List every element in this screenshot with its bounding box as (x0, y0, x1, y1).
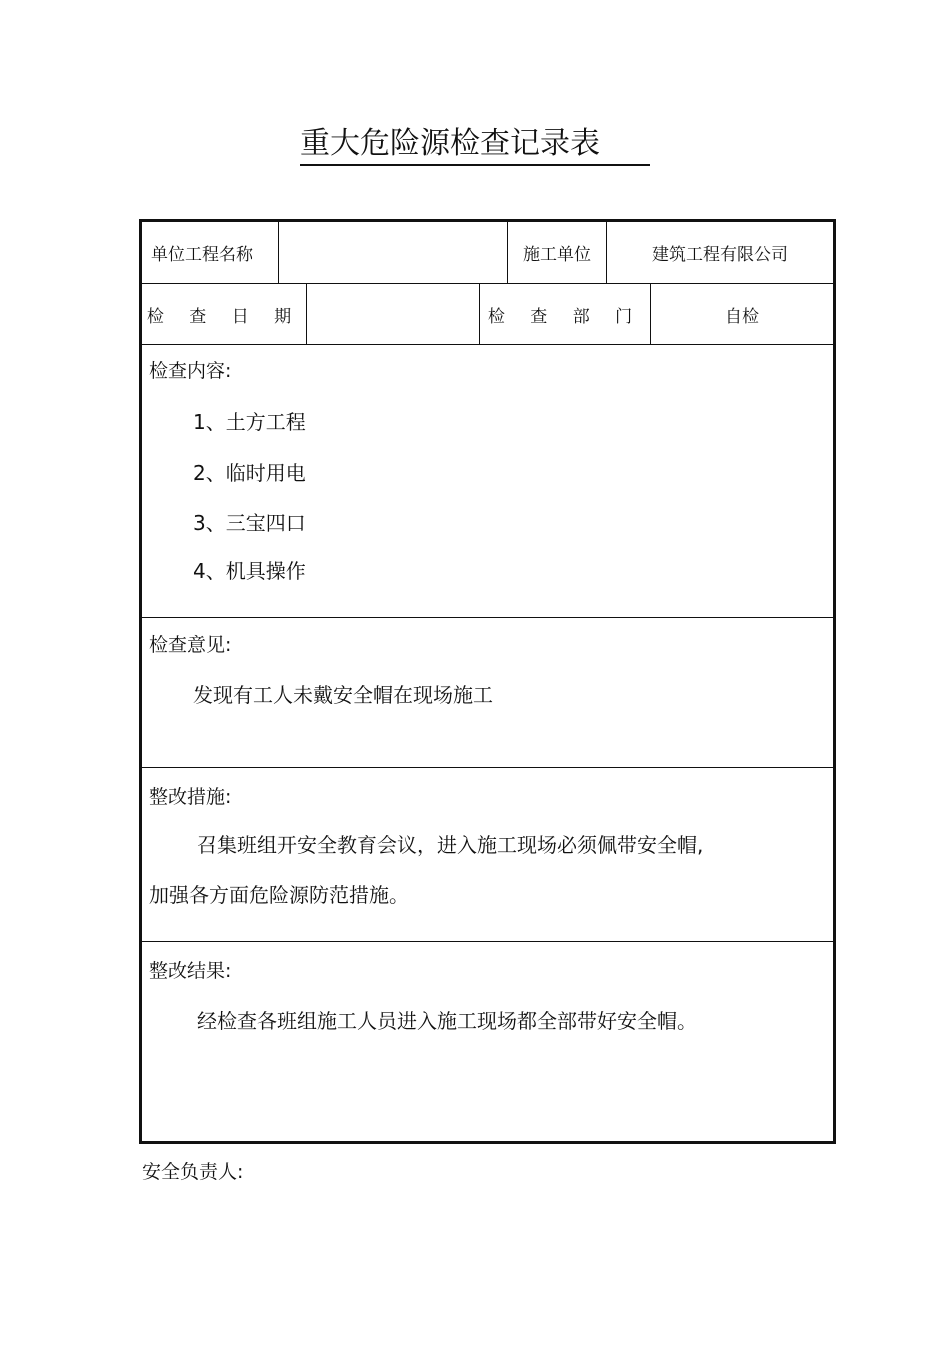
result-text: 经检查各班组施工人员进入施工现场都全部带好安全帽。 (197, 1009, 697, 1033)
measures-heading: 整改措施: (149, 786, 232, 808)
measures-line-2: 加强各方面危险源防范措施。 (149, 883, 409, 907)
inspection-date-label: 检 查 日 期 (146, 306, 302, 327)
opinion-text: 发现有工人未戴安全帽在现场施工 (193, 683, 493, 707)
column-divider (306, 283, 307, 344)
measures-line-1: 召集班组开安全教育会议，进入施工现场必须佩带安全帽, (197, 833, 704, 857)
table-border-left (139, 219, 142, 1144)
row-divider (139, 617, 836, 618)
table-border-right (833, 219, 836, 1144)
page-title: 重大危险源检查记录表 (300, 124, 650, 166)
content-heading: 检查内容: (149, 360, 232, 382)
result-heading: 整改结果: (149, 960, 232, 982)
inspection-dept-label: 检 查 部 门 (487, 306, 643, 327)
row-divider (139, 941, 836, 942)
construction-unit-label: 施工单位 (523, 245, 591, 265)
opinion-heading: 检查意见: (149, 634, 232, 656)
table-border-bottom (139, 1141, 836, 1144)
inspection-dept-value: 自检 (725, 306, 759, 327)
unit-project-label: 单位工程名称 (151, 245, 253, 265)
row-divider (139, 344, 836, 345)
safety-officer-label: 安全负责人: (142, 1161, 244, 1183)
construction-unit-value: 建筑工程有限公司 (652, 245, 788, 265)
column-divider (278, 219, 279, 283)
row-divider (139, 767, 836, 768)
content-item: 1、土方工程 (193, 410, 306, 434)
content-item: 3、三宝四口 (193, 511, 306, 535)
content-item: 4、机具操作 (193, 559, 306, 583)
content-item: 2、临时用电 (193, 461, 306, 485)
